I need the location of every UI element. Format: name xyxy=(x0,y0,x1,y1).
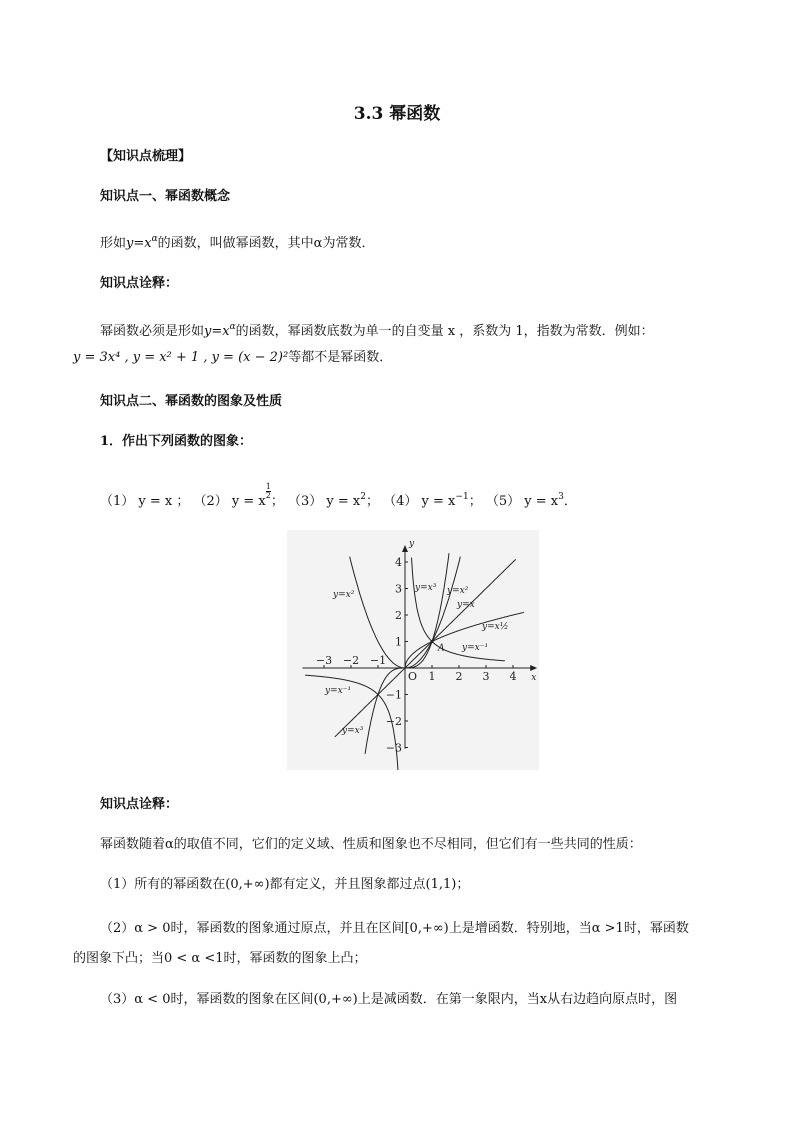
y-tick-label: −2 xyxy=(385,715,402,728)
function-item-4-exp: −1 xyxy=(455,492,469,502)
x-tick-label: −3 xyxy=(315,654,333,667)
y-tick-label: 3 xyxy=(395,582,402,596)
kp1-explain-line1-post: 的函数，幂函数底数为单一的自变量 x ，系数为 1，指数为常数．例如： xyxy=(235,324,654,339)
section-header: 【知识点梳理】 xyxy=(100,149,192,164)
power-function-graph xyxy=(287,530,539,770)
x-axis-label: x xyxy=(531,673,537,683)
function-item-3-pre: （3） y = x xyxy=(288,494,361,509)
property-1: （1）所有的幂函数在(0,+∞)都有定义，并且图象都过点(1,1)； xyxy=(100,877,470,892)
y-tick-label: −1 xyxy=(385,688,402,702)
kp1-explain-heading: 知识点诠释： xyxy=(100,276,179,291)
kp1-heading: 知识点一、幂函数概念 xyxy=(100,189,231,204)
kp1-explain-line2-formula: y = 3x⁴ , y = x² + 1 , y = (x − 2)² xyxy=(73,350,289,365)
function-item-5 xyxy=(486,494,577,509)
curve-x-inverse-left xyxy=(305,675,398,770)
y-tick-label: 1 xyxy=(395,635,402,649)
label-x-cubed-top: y=x³ xyxy=(415,583,437,593)
kp1-explain-line1-exp: α xyxy=(229,322,236,332)
kp1-definition-post: 的函数，叫做幂函数，其中α为常数． xyxy=(157,236,375,251)
x-tick-label: −2 xyxy=(342,654,360,667)
y-axis-arrow xyxy=(402,545,408,552)
function-item-5-pre: （5） y = x xyxy=(485,494,559,509)
property-2-line2: 的图象下凸；当0 < α <1时，幂函数的图象上凸； xyxy=(73,951,367,966)
function-item-3 xyxy=(288,494,379,509)
point-a xyxy=(430,640,433,643)
label-x-linear: y=x xyxy=(457,600,475,610)
function-item-3-post: ； xyxy=(366,494,380,509)
function-item-1: （1） y = x ； xyxy=(100,494,190,509)
kp1-definition-pre: 形如 xyxy=(100,236,127,251)
function-item-4-pre: （4） y = x xyxy=(383,494,456,509)
x-tick-label: 3 xyxy=(482,670,490,683)
function-list xyxy=(100,483,577,511)
kp2-task: 1．作出下列函数的图象： xyxy=(100,434,253,449)
function-item-2-pre: （2） y = x xyxy=(193,494,266,509)
label-x-squared-right: y=x² xyxy=(447,586,469,596)
label-x-inverse-left: y=x⁻¹ xyxy=(325,686,352,696)
label-x-inverse-right: y=x⁻¹ xyxy=(462,643,489,653)
kp1-explain-line2-post: 等都不是幂函数． xyxy=(288,350,393,365)
property-3: （3）α < 0时，幂函数的图象在区间(0,+∞)上是减函数．在第一象限内，当x从右边趋向原点时，图 xyxy=(100,992,678,1007)
x-tick-label: 4 xyxy=(509,670,517,683)
function-item-2 xyxy=(193,482,284,509)
kp1-explain-line2 xyxy=(73,349,392,367)
y-tick-label: 4 xyxy=(395,556,402,569)
kp2-explain-intro: 幂函数随着α的取值不同，它们的定义域、性质和图象也不尽相同，但它们有一些共同的性质： xyxy=(100,837,642,852)
x-axis-arrow xyxy=(530,665,537,671)
label-x-sqrt: y=x½ xyxy=(482,622,509,632)
function-item-3-exp: 2 xyxy=(360,492,366,502)
kp2-heading: 知识点二、幂函数的图象及性质 xyxy=(100,394,283,409)
function-item-5-exp: 3 xyxy=(558,492,564,502)
y-tick-label: 2 xyxy=(395,609,402,622)
kp1-definition xyxy=(100,230,374,253)
function-item-5-post: ． xyxy=(563,494,577,509)
kp1-definition-formula: y=x xyxy=(126,236,152,251)
kp1-explain-line1-pre: 幂函数必须是形如 xyxy=(100,324,205,339)
page-title: 3.3 幂函数 xyxy=(353,104,441,124)
y-axis-label: y xyxy=(409,539,415,550)
function-item-4 xyxy=(383,494,482,509)
function-item-2-den: 2 xyxy=(265,491,271,500)
power-function-graph-svg xyxy=(287,530,539,770)
label-x-cubed-bottom: y=x³ xyxy=(342,726,364,736)
function-item-2-post: ； xyxy=(270,494,284,509)
origin-label: O xyxy=(408,670,418,683)
x-tick-label: 2 xyxy=(455,670,463,683)
kp1-explain-line1 xyxy=(100,318,654,341)
kp2-explain-heading: 知识点诠释： xyxy=(100,797,179,812)
point-a-label: A xyxy=(438,643,445,654)
axes xyxy=(303,539,538,754)
x-tick-label: 1 xyxy=(428,670,436,683)
function-item-4-post: ； xyxy=(468,494,482,509)
function-item-2-num: 1 xyxy=(265,482,271,491)
kp1-explain-line1-formula: y=x xyxy=(204,324,230,339)
property-2-line1: （2）α > 0时，幂函数的图象通过原点，并且在区间[0,+∞)上是增函数．特别地，当α >1时，幂函数 xyxy=(100,921,689,936)
kp1-definition-exp: α xyxy=(151,234,158,244)
x-tick-label: −1 xyxy=(369,654,387,667)
y-tick-label: −3 xyxy=(385,741,402,755)
label-x-squared-left: y=x² xyxy=(333,590,355,600)
